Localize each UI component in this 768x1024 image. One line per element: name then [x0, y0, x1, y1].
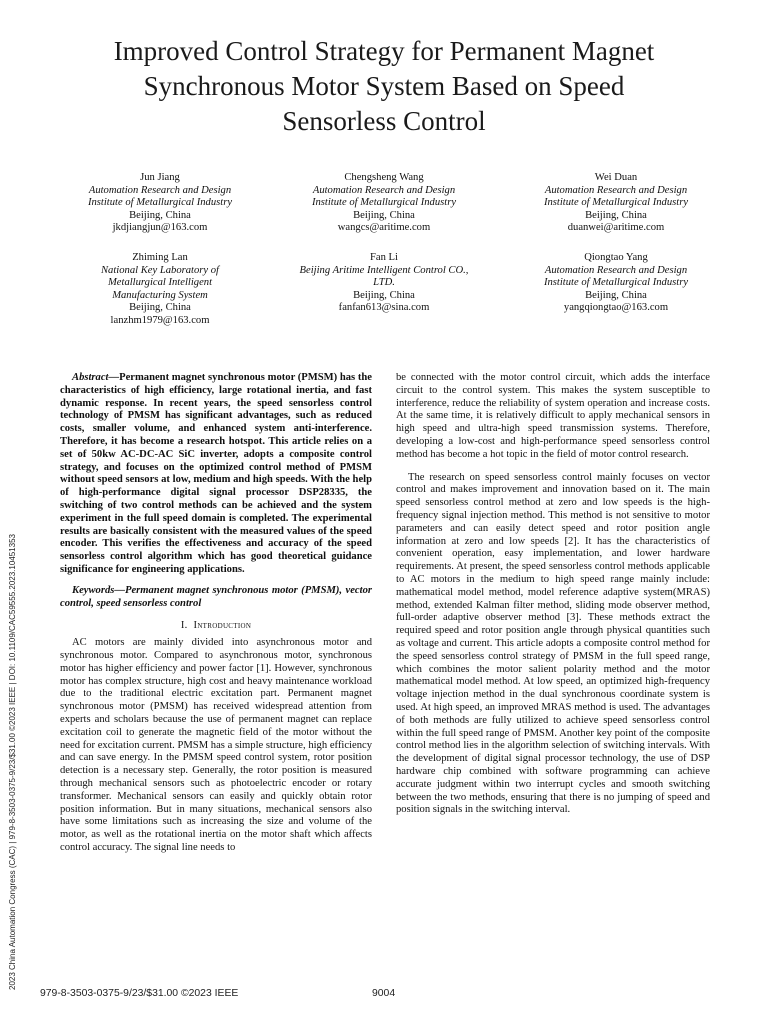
author-name: Qiongtao Yang: [584, 252, 648, 263]
author-name: Zhiming Lan: [132, 252, 188, 263]
author-block: [50, 252, 270, 328]
author-location: Beijing, China: [585, 209, 647, 221]
author-location: Beijing, China: [129, 209, 191, 221]
footer-copyright: 979-8-3503-0375-9/23/$31.00 ©2023 IEEE: [40, 988, 239, 999]
author-affiliation: Automation Research and Design: [312, 184, 456, 196]
abstract: [60, 372, 372, 577]
author-email[interactable]: lanzhm1979@163.com: [110, 314, 210, 326]
author-affiliation: Institute of Metallurgical Industry: [543, 197, 689, 209]
keywords: [60, 585, 372, 611]
author-affiliation: LTD.: [373, 277, 395, 289]
paragraph-gap: [396, 462, 710, 472]
right-column: [396, 372, 710, 817]
author-block: [50, 172, 270, 235]
abstract-text: Permanent magnet synchronous motor (PMSM) has the characteristics of high efficiency, large rotational inertia, and fast dynamic response. In recent years, the speed sensorless control technology of PMSM has significant advantages, such as reduced costs, smaller volume, and enhanced system anti-interference. Therefore, it has become a research hotspot. This article relies on a set of 50kw AC-DC-AC SiC inverter, adopts a composite control strategy, and focuses on the optimized control method of PMSM without speed sensors at low, medium and high speeds. With the help of high-performance digital signal processor DSP28335, the switching of two control methods can be achieved and the system experiment in the full speed domain is completed. The experimental results are basically consistent with the measured values of the speed encoder. This verifies the effectiveness and accuracy of the speed sensorless control algorithm which has good theoretical guidance significance for engineering applications.: [60, 372, 372, 575]
section-title: Introduction: [193, 620, 252, 632]
author-email[interactable]: yangqiongtao@163.com: [563, 302, 669, 314]
keywords-text: Permanent magnet synchronous motor (PMSM), vector control, speed sensorless control: [60, 584, 372, 609]
author-email[interactable]: duanwei@aritime.com: [567, 222, 665, 234]
author-location: Beijing, China: [353, 209, 415, 221]
author-location: Beijing, China: [353, 289, 415, 301]
author-affiliation: Metallurgical Intelligent: [107, 277, 213, 289]
author-affiliation: Automation Research and Design: [544, 184, 688, 196]
abstract-label: Abstract—: [72, 372, 120, 383]
author-block: [274, 252, 494, 315]
author-location: Beijing, China: [129, 302, 191, 314]
section-heading: [60, 620, 372, 633]
author-affiliation: Institute of Metallurgical Industry: [87, 197, 233, 209]
body-paragraph: be connected with the motor control circuit, which adds the interface circuit to the control system. This makes the system susceptible to interference, reduce the reliability of system operation and increase costs. At the same time, it is relatively difficult to apply mechanical sensors in high speed and ultra-high speed transmission systems. Therefore, developing a low-cost and high-performance speed sensorless control method has become a hot topic in the field of motor control research.: [396, 372, 710, 460]
page-number: 9004: [372, 988, 396, 999]
author-affiliation: National Key Laboratory of: [100, 264, 219, 276]
author-block: [506, 252, 726, 315]
title-line: Sensorless Control: [282, 106, 486, 136]
author-block: [506, 172, 726, 235]
doi-sidebar: 2023 China Automation Congress (CAC) | 979-8-3503-0375-9/23/$31.00 ©2023 IEEE | DOI: 10.1109/CAC59555.2023.10451353: [8, 534, 17, 990]
body-paragraph: AC motors are mainly divided into asynchronous motor and synchronous motor. Compared to asynchronous motor, synchronous motor has higher efficiency and power factor [1]. However, synchronous motor has complex structure, high cost and heavy maintenance workload due to the traditional electric excitation part. Permanent magnet synchronous motor (PMSM) has received widespread attention from experts and scholars because the use of permanent magnet can replace excitation coil to generate the magnetic field of the motor without the need for excitation current. PMSM has a simple structure, high efficiency and can save energy. In the PMSM speed control system, rotor position detection is a necessary step. Generally, the rotor position is measured through mechanical sensors such as photoelectric encoder or rotary transformer. Mechanical sensors can easily and quickly obtain rotor position information. But in many situations, mechanical sensors also have some limitations such as increasing the size and volume of the motor, as well as the rotational inertia on the motor shaft which affects control accuracy. The signal line needs to: [60, 637, 372, 853]
title-line: Improved Control Strategy for Permanent Magnet: [113, 36, 655, 66]
author-name: Wei Duan: [594, 172, 638, 183]
author-affiliation: Institute of Metallurgical Industry: [543, 277, 689, 289]
left-column: [60, 372, 372, 855]
author-email[interactable]: wangcs@aritime.com: [337, 222, 431, 234]
author-block: [274, 172, 494, 235]
author-affiliation: Institute of Metallurgical Industry: [311, 197, 457, 209]
author-affiliation: Beijing Aritime Intelligent Control CO.,: [299, 264, 469, 276]
author-name: Jun Jiang: [140, 172, 180, 183]
author-name: Chengsheng Wang: [344, 172, 424, 183]
section-number: I.: [180, 620, 188, 632]
paper-title: [60, 34, 708, 139]
author-affiliation: Automation Research and Design: [544, 264, 688, 276]
author-affiliation: Automation Research and Design: [88, 184, 232, 196]
author-location: Beijing, China: [585, 289, 647, 301]
author-affiliation: Manufacturing System: [112, 289, 208, 301]
title-line: Synchronous Motor System Based on Speed: [143, 71, 625, 101]
author-email[interactable]: jkdjiangjun@163.com: [112, 222, 208, 234]
author-name: Fan Li: [370, 252, 398, 263]
keywords-label: Keywords—: [72, 584, 125, 596]
body-paragraph: The research on speed sensorless control mainly focuses on vector control and makes improvement and innovation based on it. The main speed sensorless control method at zero and low speeds is the high-frequency signal injection method. This method is not sensitive to motor parameters and can easily detect speed and rotor position angle information at zero and low speeds [2]. It has the characteristics of convenient operation, easy implementation, and lower hardware requirements. At present, the speed sensorless control methods applicable to AC motors in the medium to high speed range mainly include: mathematical model method, model reference adaptive system(MRAS) method, extended Kalman filter method, sliding mode observer method, full-order adaptive observer method [3]. These methods extract the required speed and rotor position angle through physical quantities such as voltage and current. This article adopts a composite control method for the speed sensorless control strategy of PMSM in the full speed range, which combines the motor salient polarity method and the motor mathematical model method. At low speed, an optimized high-frequency voltage injection method in the dual synchronous coordinate system is used. At high speed, an improved MRAS method is used. The advantages of both methods are fully utilized to achieve speed sensorless control within the full speed range of PMSM. Another key point of the composite control method lies in the algorithm selection of switching intervals. With the development of digital signal processor technology, the use of DSP hardware chip combined with software programming can achieve accurate judgment within two interrupt cycles and smooth switching between the two methods, ensuring that there is no jumping of speed and position signals in the switching interval.: [396, 471, 710, 816]
author-email[interactable]: fanfan613@sina.com: [338, 302, 430, 314]
